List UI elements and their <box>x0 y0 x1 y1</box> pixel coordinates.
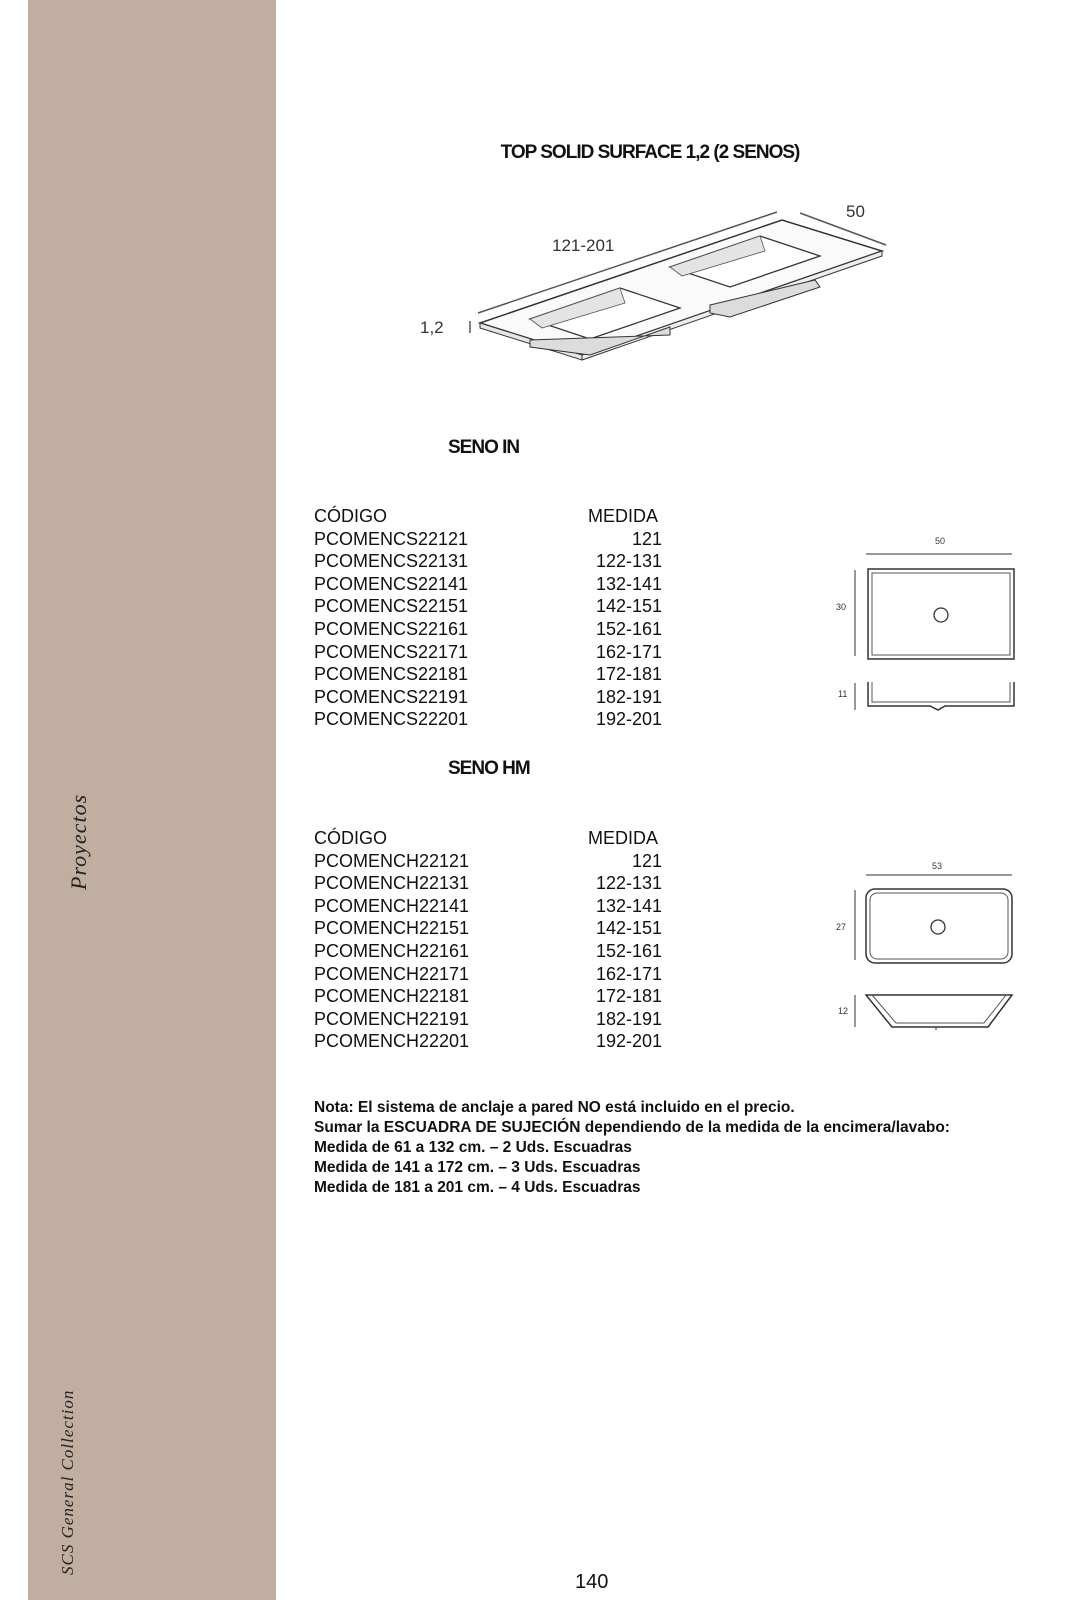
height-dimension-label: 11 <box>838 689 848 699</box>
table-row <box>314 940 662 963</box>
row-code: PCOMENCH22191 <box>314 1008 470 1029</box>
table-row <box>314 528 662 551</box>
countertop-diagram <box>420 195 900 395</box>
row-code: PCOMENCS22161 <box>314 618 469 639</box>
seno-hm-title: SENO HM <box>448 758 530 779</box>
header-code: CÓDIGO <box>314 828 388 848</box>
row-code: PCOMENCH22131 <box>314 873 470 894</box>
table-row <box>314 917 662 940</box>
row-medida: 192-201 <box>595 709 662 730</box>
note-line: Medida de 181 a 201 cm. – 4 Uds. Escuadras <box>314 1179 641 1196</box>
row-code: PCOMENCS22131 <box>314 551 469 572</box>
row-code: PCOMENCH22141 <box>314 895 470 916</box>
seno-hm-diagram <box>830 855 1020 1045</box>
row-code: PCOMENCH22161 <box>314 940 470 961</box>
length-dimension-label: 30 <box>836 602 847 612</box>
row-code: PCOMENCH22121 <box>314 850 470 871</box>
row-code: PCOMENCH22171 <box>314 963 470 984</box>
row-medida: 142-151 <box>595 596 662 617</box>
table-row <box>314 850 662 873</box>
row-code: PCOMENCS22121 <box>314 528 469 549</box>
installation-note <box>314 1098 950 1198</box>
row-code: PCOMENCS22201 <box>314 709 469 730</box>
table-row <box>314 895 662 918</box>
row-code: PCOMENCH22181 <box>314 986 470 1007</box>
width-dimension-label: 50 <box>935 536 946 546</box>
row-medida: 182-191 <box>595 686 662 707</box>
table-row <box>314 686 662 709</box>
table-row <box>314 985 662 1008</box>
row-code: PCOMENCH22201 <box>314 1031 470 1052</box>
seno-hm-table <box>314 827 662 1053</box>
row-medida: 152-161 <box>595 618 662 639</box>
row-medida: 132-141 <box>595 573 662 594</box>
row-code: PCOMENCS22141 <box>314 573 469 594</box>
row-medida: 152-161 <box>595 940 662 961</box>
table-row <box>314 1030 662 1053</box>
header-code: CÓDIGO <box>314 506 388 526</box>
note-line: Sumar la ESCUADRA DE SUJECIÓN dependiendo de la medida de la encimera/lavabo: <box>314 1119 950 1136</box>
page-number: 140 <box>575 1571 609 1593</box>
table-row <box>314 663 662 686</box>
row-medida: 172-181 <box>595 664 662 685</box>
seno-in-table <box>314 505 662 731</box>
width-dimension-label: 53 <box>932 861 943 871</box>
sidebar-collection-label: SCS General Collection <box>58 1389 77 1575</box>
row-code: PCOMENCS22151 <box>314 596 469 617</box>
row-medida: 162-171 <box>595 641 662 662</box>
height-dimension-label: 12 <box>838 1006 849 1016</box>
table-header <box>314 827 662 850</box>
row-code: PCOMENCH22151 <box>314 918 470 939</box>
row-medida: 121 <box>631 528 662 549</box>
row-code: PCOMENCS22171 <box>314 641 469 662</box>
row-code: PCOMENCS22191 <box>314 686 469 707</box>
row-medida: 162-171 <box>595 963 662 984</box>
table-row <box>314 550 662 573</box>
row-medida: 132-141 <box>595 895 662 916</box>
table-row <box>314 595 662 618</box>
page-title: TOP SOLID SURFACE 1,2 (2 SENOS) <box>500 142 800 163</box>
header-medida: MEDIDA <box>588 506 659 526</box>
table-row <box>314 573 662 596</box>
row-medida: 122-131 <box>595 873 662 894</box>
table-row <box>314 963 662 986</box>
table-row <box>314 1008 662 1031</box>
note-line: Nota: El sistema de anclaje a pared NO está incluido en el precio. <box>314 1099 795 1116</box>
row-medida: 122-131 <box>595 551 662 572</box>
seno-in-diagram <box>830 530 1020 720</box>
header-medida: MEDIDA <box>588 828 659 848</box>
row-medida: 142-151 <box>595 918 662 939</box>
length-dimension-label: 27 <box>836 922 847 932</box>
table-row <box>314 872 662 895</box>
depth-dimension-label: 50 <box>846 202 865 221</box>
table-row <box>314 641 662 664</box>
row-medida: 182-191 <box>595 1008 662 1029</box>
thickness-dimension-label: 1,2 <box>420 318 444 337</box>
table-row <box>314 618 662 641</box>
sidebar-section-label: Proyectos <box>66 793 91 890</box>
row-medida: 121 <box>631 850 662 871</box>
table-row <box>314 708 662 731</box>
row-code: PCOMENCS22181 <box>314 664 469 685</box>
note-line: Medida de 141 a 172 cm. – 3 Uds. Escuadras <box>314 1159 641 1176</box>
row-medida: 192-201 <box>595 1031 662 1052</box>
length-dimension-label: 121-201 <box>552 236 615 255</box>
seno-in-title: SENO IN <box>448 437 520 458</box>
row-medida: 172-181 <box>595 986 662 1007</box>
note-line: Medida de 61 a 132 cm. – 2 Uds. Escuadras <box>314 1139 632 1156</box>
table-header <box>314 505 662 528</box>
